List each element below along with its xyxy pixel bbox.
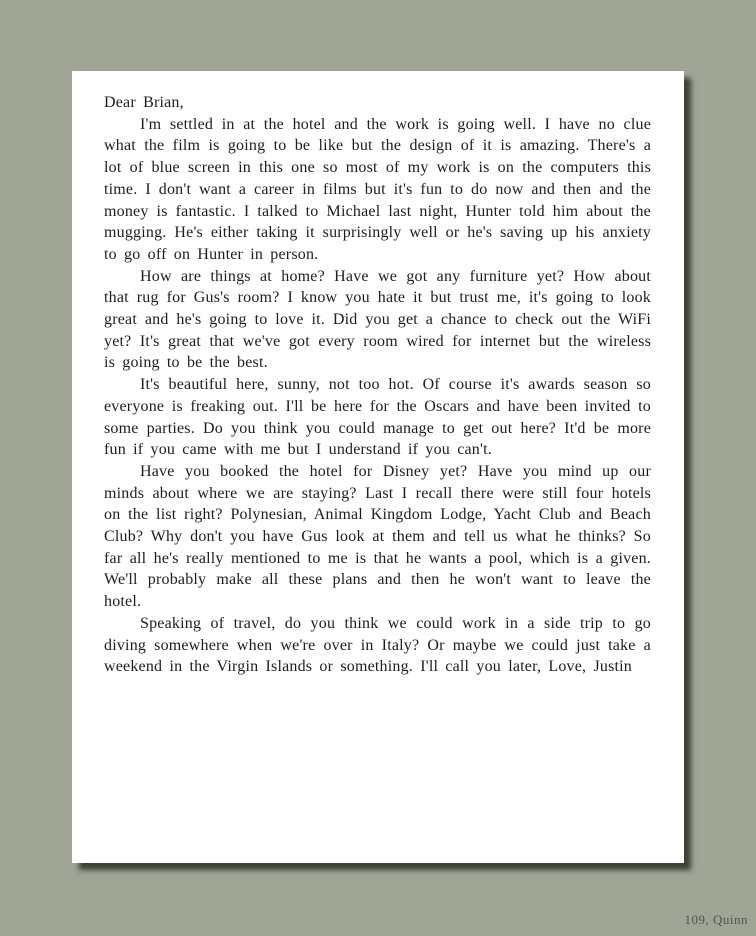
letter-paragraph: How are things at home? Have we got any furniture yet? How about that rug for Gus's room? I know you hate it but trust me, it's going to look great and he's going to love it. Did you get a chance to check out the WiFi yet? It's great that we've got every room wired for internet but the wireless is going to be the best. xyxy=(104,267,651,372)
letter-salutation: Dear Brian, xyxy=(104,94,184,111)
letter-paragraph: Speaking of travel, do you think we could work in a side trip to go diving somewhere when we're over in Italy? Or maybe we could just take a weekend in the Virgin Islands or something. I'll call you later, Love, Justin xyxy=(104,614,651,676)
letter-paragraph: Have you booked the hotel for Disney yet? Have you mind up our minds about where we are staying? Last I recall there were still four hotels on the list right? Polynesian, Animal Kingdom Lodge, Yacht Club and Beach Club? Why don't you have Gus look at them and tell us what he thinks? So far all he's really mentioned to me is that he wants a pool, which is a given. We'll probably make all these plans and then he won't want to leave the hotel. xyxy=(104,462,651,611)
letter-page xyxy=(72,71,684,863)
letter-paragraph: I'm settled in at the hotel and the work is going well. I have no clue what the film is going to be like but the design of it is amazing. There's a lot of blue screen in this one so most of my work is on the computers this time. I don't want a career in films but it's fun to do now and then and the money is fantastic. I talked to Michael last night, Hunter told him about the mugging. He's either taking it surprisingly well or he's saving up his anxiety to go off on Hunter in person. xyxy=(104,115,651,263)
footer-caption: 109, Quinn xyxy=(684,912,748,927)
letter-paragraph: It's beautiful here, sunny, not too hot. Of course it's awards season so everyone is freaking out. I'll be here for the Oscars and have been invited to some parties. Do you think you could manage to get out here? It'd be more fun if you came with me but I understand if you can't. xyxy=(104,376,651,459)
